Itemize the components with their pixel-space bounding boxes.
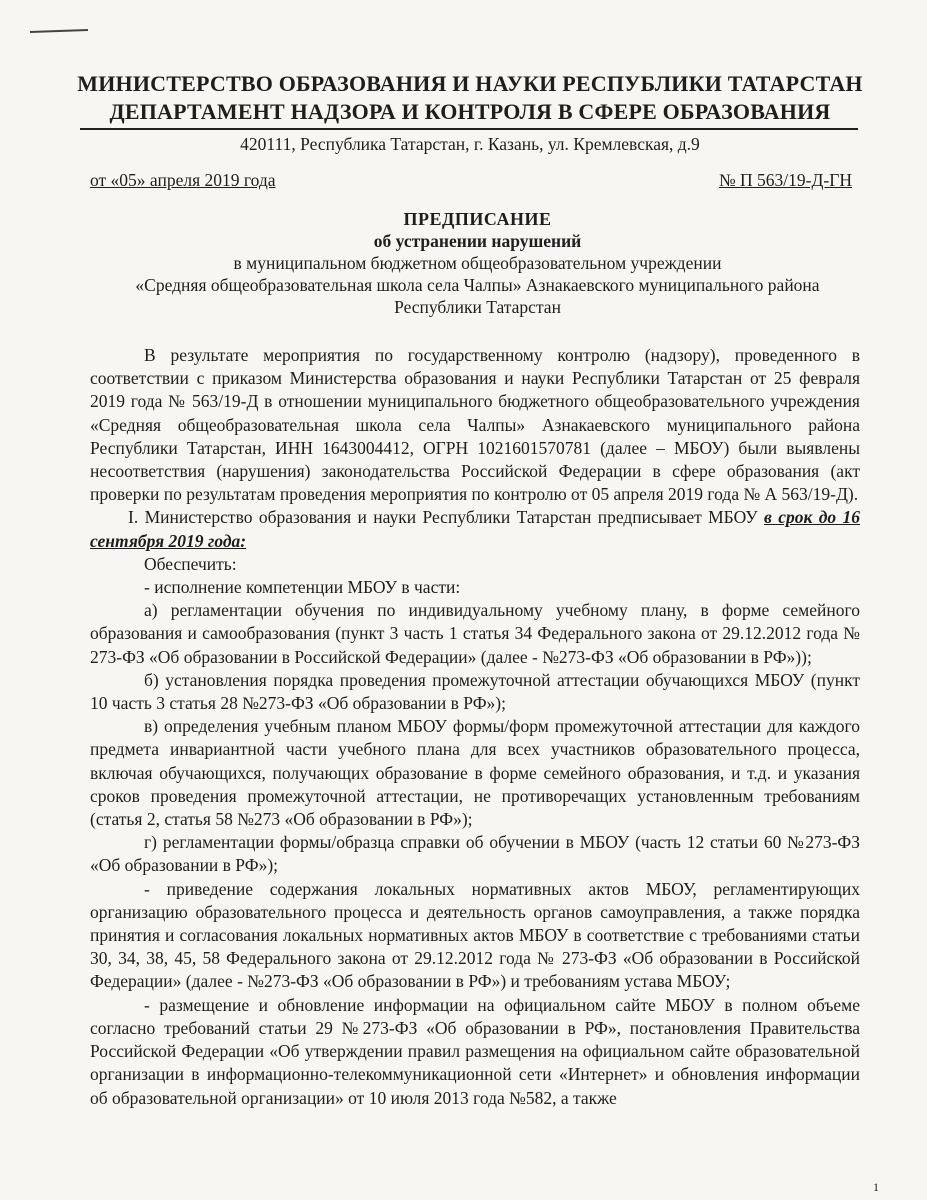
- title-subtitle: об устранении нарушений: [373, 231, 582, 251]
- document-number: № П 563/19-Д-ГН: [718, 170, 852, 190]
- paragraph-ensure: Обеспечить:: [144, 553, 237, 574]
- department-name: ДЕПАРТАМЕНТ НАДЗОРА И КОНТРОЛЯ В СФЕРЕ ОБРАЗОВАНИЯ: [109, 99, 831, 124]
- header-divider: [80, 128, 858, 130]
- title-main: ПРЕДПИСАНИЕ: [403, 209, 552, 229]
- item-g: г) регламентации формы/образца справки об обучении в МБОУ (часть 12 статьи 60 №273-ФЗ «Об образовании в РФ»);: [90, 832, 860, 876]
- order-deadline: в срок до 16 сентября 2019 года:: [90, 507, 861, 551]
- ministry-name: МИНИСТЕРСТВО ОБРАЗОВАНИЯ И НАУКИ РЕСПУБЛИКИ ТАТАРСТАН: [77, 71, 863, 96]
- paragraph-intro: В результате мероприятия по государственному контролю (надзору), проведенного в соответствии с приказом Министерства образования и науки Республики Татарстан от 25 февраля 2019 года № 563/19-Д в отношении муниципального бюджетного общеобразовательного учреждения «Средняя общеобразовательная школа села Чалпы» Азнакаевского муниципального района Республики Татарстан, ИНН 1643004412, ОГРН 1021601570781 (далее – МБОУ) были выявлены несоответствия (нарушения) законодательства Российской Федерации в сфере образования (акт проверки по результатам проведения мероприятия по контролю от 05 апреля 2019 года № А 563/19-Д).: [90, 345, 860, 505]
- address: 420111, Республика Татарстан, г. Казань, ул. Кремлевская, д.9: [240, 134, 700, 154]
- document-date: от «05» апреля 2019 года: [90, 170, 276, 190]
- item-a: а) регламентации обучения по индивидуальному учебному плану, в форме семейного образования и самообразования (пункт 3 часть 1 статья 34 Федерального закона от 29.12.2012 года № 273-ФЗ «Об образовании в Российской Федерации» (далее - №273-ФЗ «Об образовании в РФ»));: [90, 600, 860, 667]
- letterhead: [70, 70, 870, 156]
- title-line-2: «Средняя общеобразовательная школа села Чалпы» Азнакаевского муниципального района: [135, 275, 820, 295]
- title-line-3: Республики Татарстан: [394, 297, 561, 317]
- page-number: 1: [873, 1180, 879, 1194]
- scan-mark: [30, 29, 88, 33]
- document-meta: [90, 168, 852, 192]
- paragraph-order: [90, 506, 860, 552]
- item-b: б) установления порядка проведения промежуточной аттестации обучающихся МБОУ (пункт 10 часть 3 статья 28 №273-ФЗ «Об образовании в РФ»);: [90, 669, 860, 714]
- document-title: [90, 208, 865, 318]
- document-body: [90, 344, 860, 1110]
- order-text: I. Министерство образования и науки Республики Татарстан предписывает МБОУ: [128, 507, 765, 528]
- paragraph-competence: - исполнение компетенции МБОУ в части:: [144, 577, 461, 598]
- paragraph-local-acts: - приведение содержания локальных нормативных актов МБОУ, регламентирующих организацию образовательного процесса и деятельность органов самоуправления, а также порядка принятия и согласования локальных нормативных актов МБОУ в соответствие с требованиями статьи 30, 34, 38, 45, 58 Федерального закона от 29.12.2012 года № 273-ФЗ «Об образовании в Российской Федерации» (далее - №273-ФЗ «Об образовании в РФ») и требованиям устава МБОУ;: [90, 878, 860, 992]
- title-line-1: в муниципальном бюджетном общеобразовательном учреждении: [233, 253, 722, 273]
- item-v: в) определения учебным планом МБОУ формы/форм промежуточной аттестации для каждого предмета инвариантной части учебного плана для всех участников образовательного процесса, включая обучающихся, получающих образование в форме семейного образования, и т.д. и указания сроков проведения промежуточной аттестации, не противоречащих установленным требованиям (статья 2, статья 58 №273 «Об образовании в РФ»);: [90, 716, 860, 830]
- paragraph-website: - размещение и обновление информации на официальном сайте МБОУ в полном объеме согласно требований статьи 29 №273-ФЗ «Об образовании в РФ», постановления Правительства Российской Федерации «Об утверждении правил размещения на официальном сайте образовательной организации в информационно-телекоммуникационной сети «Интернет» и обновления информации об образовательной организации» от 10 июля 2013 года №582, а также: [90, 994, 860, 1108]
